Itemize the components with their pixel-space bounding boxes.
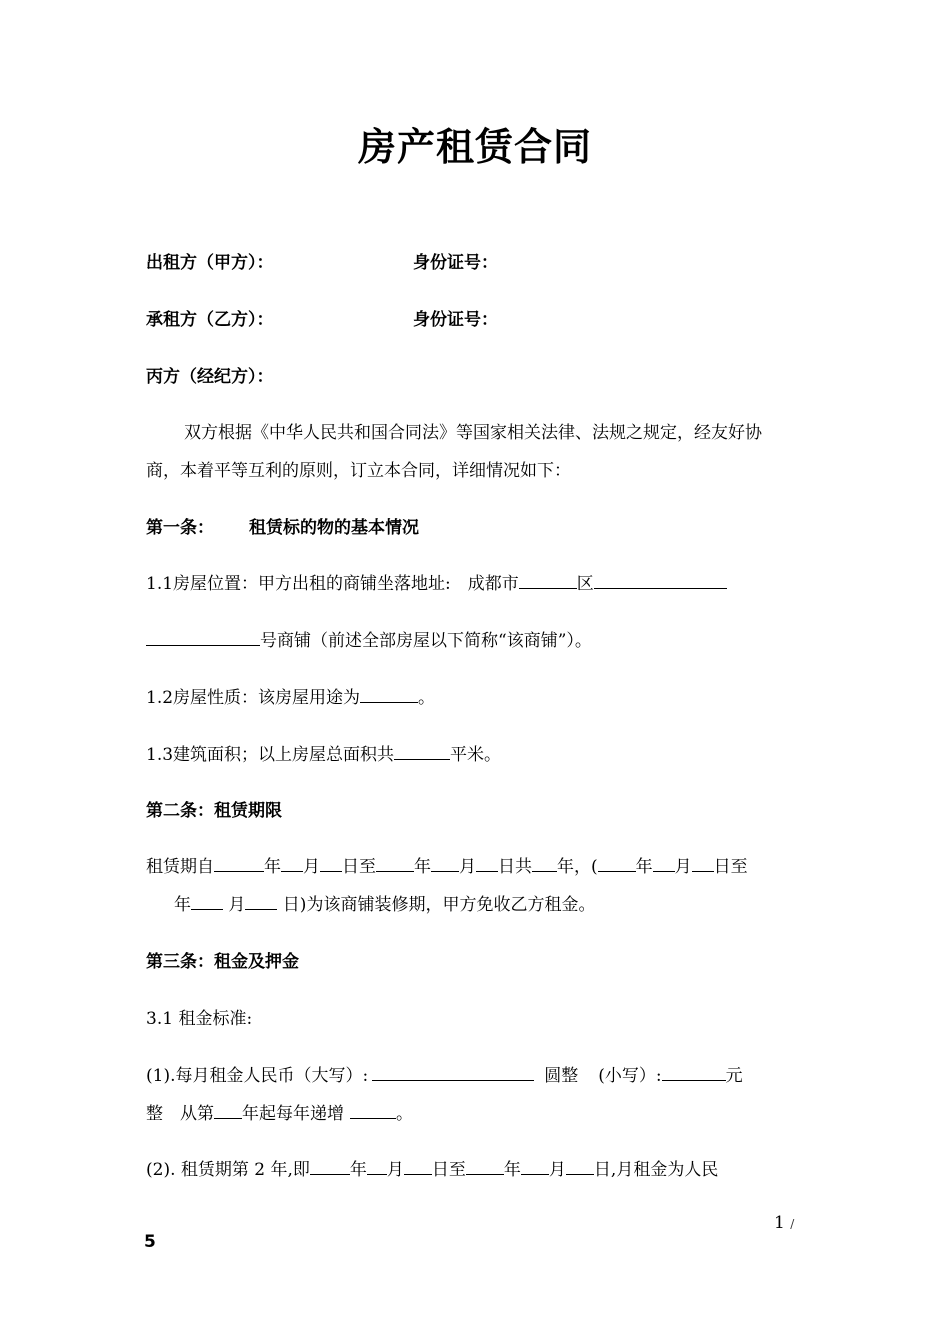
- agent-label: 丙方（经纪方）：: [146, 367, 274, 387]
- article3-heading: 第三条：租金及押金: [146, 952, 299, 972]
- year-label: 年: [264, 857, 281, 877]
- yuan-whole-label: 圆整: [544, 1066, 579, 1086]
- item-1-1-line-2: [146, 626, 592, 651]
- blank: [281, 855, 303, 872]
- article1-heading-num: 第一条：: [146, 518, 214, 538]
- item-3-1: 3.1 租金标准:: [146, 1009, 253, 1029]
- blank: [214, 1102, 242, 1119]
- blank: [191, 893, 223, 910]
- blank: [245, 893, 277, 910]
- rent-uppercase-blank: [372, 1064, 534, 1081]
- rent-lowercase-label: (小写）:: [598, 1066, 662, 1086]
- day-to-label: 日至: [342, 857, 376, 877]
- rent-uppercase-label: (1).每月租金人民币（大写）:: [146, 1066, 369, 1086]
- street-blank: [594, 572, 727, 589]
- lease-term-line-2: [174, 890, 595, 915]
- item-1-3-text-b: 平米。: [450, 745, 502, 765]
- intro-line-1: 双方根据《中华人民共和国合同法》等国家相关法律、法规之规定，经友好协: [184, 423, 762, 443]
- item-1-1-line-1: [146, 569, 727, 594]
- year-label: 年: [174, 895, 191, 915]
- blank: [653, 855, 675, 872]
- rent-lowercase-blank: [662, 1064, 726, 1081]
- month-label: 月: [223, 895, 246, 915]
- blank: [476, 855, 498, 872]
- area-blank: [394, 743, 450, 760]
- article2-heading: 第二条：租赁期限: [146, 801, 282, 821]
- month-label: 月: [548, 1160, 566, 1180]
- rent-line-2: [146, 1099, 413, 1124]
- rent-year2-tail: 日,月租金为人民: [593, 1160, 719, 1180]
- day-to-label: 日至: [713, 857, 748, 877]
- page-current: 1: [774, 1213, 785, 1233]
- item-1-2-text-a: 1.2房屋性质：该房屋用途为: [146, 688, 361, 708]
- decoration-period-text: 日)为该商铺装修期，甲方免收乙方租金。: [277, 895, 596, 915]
- month-label: 月: [459, 857, 476, 877]
- lessee-label: 承租方（乙方）：: [146, 310, 274, 330]
- from-year-label: 整 从第: [146, 1104, 214, 1124]
- item-1-2-text-b: 。: [418, 688, 436, 708]
- page-total: 5: [144, 1232, 156, 1252]
- blank: [214, 855, 264, 872]
- blank: [404, 1158, 432, 1175]
- blank: [466, 1158, 504, 1175]
- blank: [521, 1158, 549, 1175]
- page-number: [774, 1213, 794, 1233]
- blank: [566, 1158, 594, 1175]
- month-label: 月: [386, 1160, 404, 1180]
- page-separator: /: [790, 1217, 795, 1231]
- yearly-increase-label: 年起每年递增: [242, 1104, 344, 1124]
- month-label: 月: [303, 857, 320, 877]
- item-1-2: [146, 683, 435, 708]
- blank: [376, 855, 414, 872]
- blank: [320, 855, 342, 872]
- intro-line-2: 商，本着平等互利的原则，订立本合同，详细情况如下：: [146, 461, 571, 481]
- rent-year2-line: [146, 1155, 718, 1180]
- year-paren-label: 年，(: [557, 857, 598, 877]
- lessor-label: 出租方（甲方）：: [146, 253, 274, 273]
- lessee-id-label: 身份证号：: [413, 310, 498, 330]
- period-mark: 。: [396, 1104, 413, 1124]
- blank: [310, 1158, 350, 1175]
- lease-term-text: 租赁期自: [146, 857, 214, 877]
- day-total-label: 日共: [498, 857, 532, 877]
- year-label: 年: [503, 1160, 521, 1180]
- blank: [598, 855, 636, 872]
- item-1-3-text-a: 1.3建筑面积；以上房屋总面积共: [146, 745, 395, 765]
- day-to-label: 日至: [431, 1160, 466, 1180]
- blank: [431, 855, 459, 872]
- yuan-label: 元: [725, 1066, 743, 1086]
- item-1-1-text-c: 号商铺（前述全部房屋以下简称“该商铺”）。: [260, 631, 592, 651]
- year-label: 年: [414, 857, 431, 877]
- district-blank: [519, 572, 577, 589]
- rent-line-1: [146, 1061, 743, 1086]
- item-1-3: [146, 740, 501, 765]
- item-1-1-text-a: 1.1房屋位置：甲方出租的商铺坐落地址: 成都市: [146, 574, 519, 594]
- rent-year2-text: (2). 租赁期第 2 年,即: [146, 1160, 310, 1180]
- blank: [532, 855, 557, 872]
- blank: [367, 1158, 387, 1175]
- article1-heading-text: 租赁标的物的基本情况: [249, 518, 419, 538]
- blank: [692, 855, 714, 872]
- lease-term-line-1: [146, 852, 748, 877]
- usage-blank: [360, 686, 418, 703]
- document-title: 房产租赁合同: [357, 124, 592, 169]
- year-label: 年: [349, 1160, 367, 1180]
- item-1-1-text-b: 区: [576, 574, 594, 594]
- shop-number-blank: [146, 629, 260, 646]
- month-label: 月: [674, 857, 692, 877]
- increase-blank: [350, 1102, 396, 1119]
- lessor-id-label: 身份证号：: [413, 253, 498, 273]
- year-label: 年: [635, 857, 653, 877]
